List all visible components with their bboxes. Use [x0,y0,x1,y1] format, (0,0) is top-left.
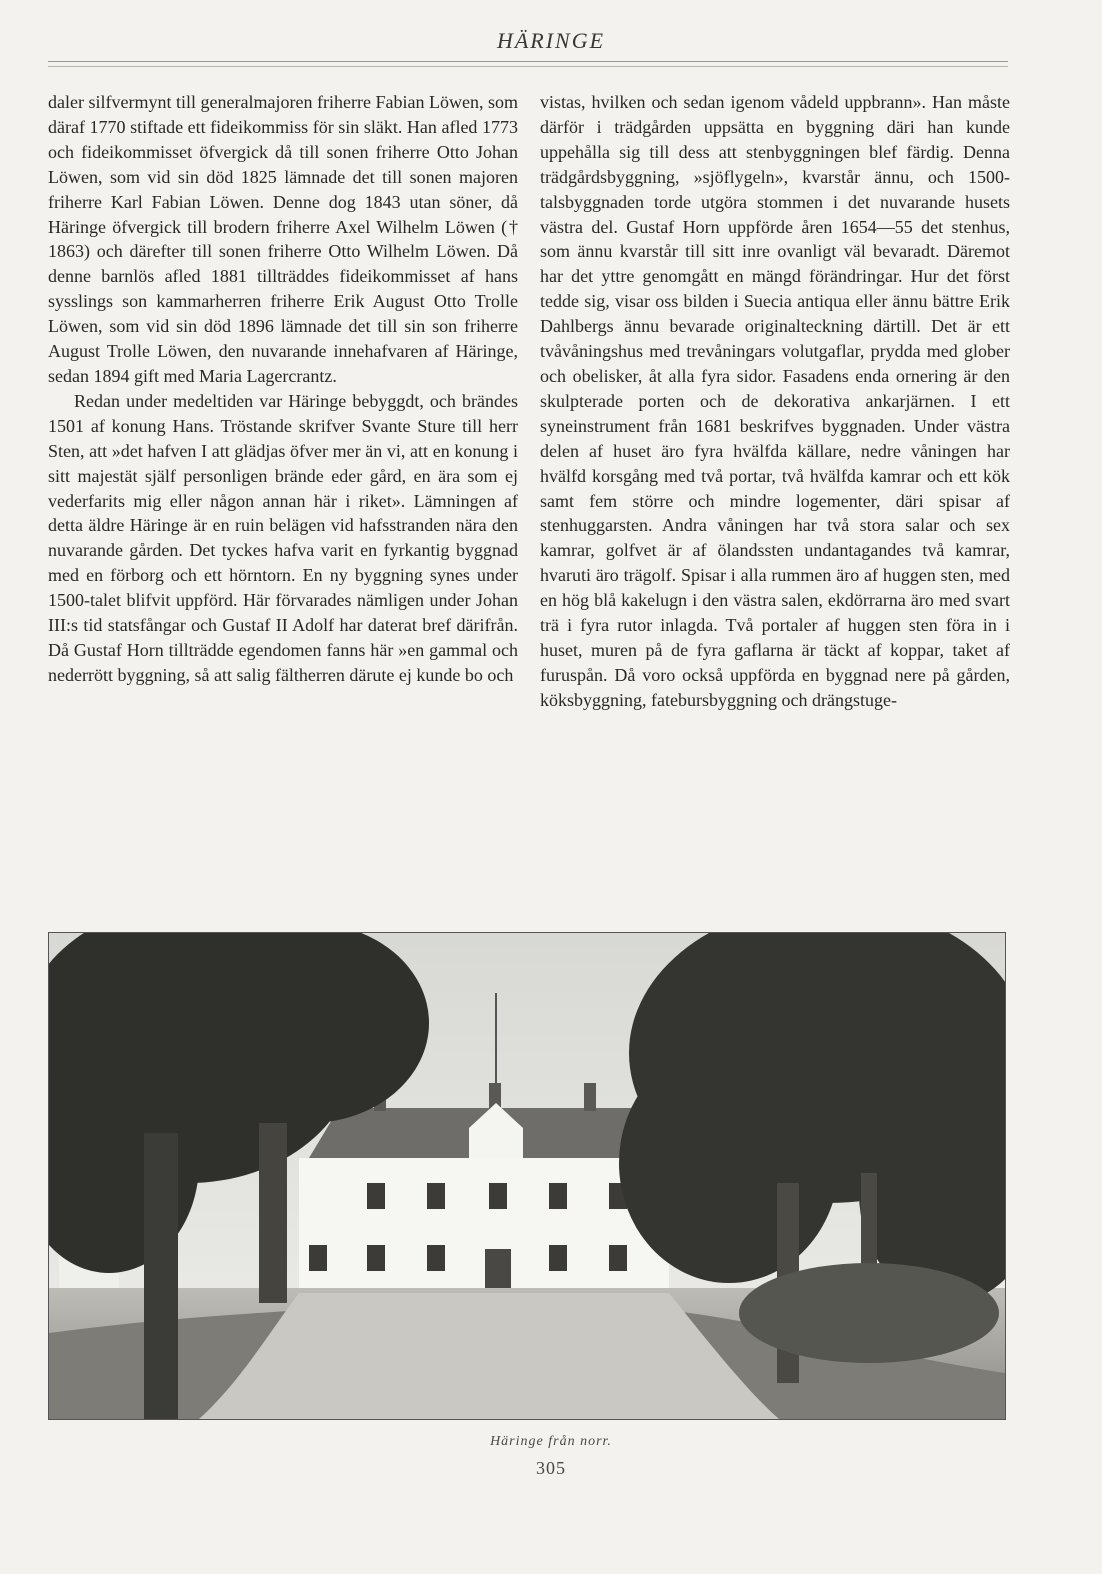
photograph-haringe-from-north [48,932,1006,1420]
header-rule-bottom [48,66,1008,67]
figure-caption: Häringe från norr. [490,1434,612,1449]
paragraph-right-1: vistas, hvilken och sedan igenom vådeld uppbrann». Han måste därför i trädgården uppsätta en byggning däri han kunde uppehålla sig till dess att stenbyggningen blef färdig. Denna trädgårdsbyggning, »sjöflygeln», kvarstår ännu, och 1500-talsbyggnaden torde utgöra stommen i det nuvarande husets västra del. Gustaf Horn uppförde åren 1654—55 det stenhus, som ännu kvarstår till sitt inre ovanligt väl bevaradt. Däremot har det yttre genomgått en mängd förändringar. Hur det först tedde sig, visar oss bilden i Suecia antiqua eller ännu bättre Erik Dahlbergs ännu bevarade originalteckning därtill. Det är ett tvåvåningshus med trevåningars volutgaflar, prydda med glober och obelisker, åt alla fyra sidor. Fasadens enda ornering är den skulpterade porten och de dekorativa ankarjärnen. I ett syneinstrument från 1681 beskrifves byggnaden. Under västra delen af huset äro fyra hvälfda källare, nedre våningen har hvälfd korsgång med två portar, två hvälfda kamrar och ett kök samt fem större och mindre logementer, däri spisar af stenhuggarsten. Andra våningen har två stora salar och sex kamrar, golfvet är af ölandssten undantagandes två kamrar, hvaruti äro trägolf. Spisar i alla rummen äro af huggen sten, med en hög blå kakelugn i den västra salen, ekdörrarna äro med svart trä i fyra rutor inlagda. Två portaler af huggen sten föra in i huset, muren på de fyra gaflarna är täckt af koppar, taket af furuspån. Då voro också uppförda en byggnad nere på gården, köksbyggning, fatebursbyggning och drängstuge- [540,92,1010,710]
header-rule-top [48,61,1008,62]
left-text-column [48,90,518,688]
paragraph-left-2: Redan under medeltiden var Häringe bebyggdt, och brändes 1501 af konung Hans. Tröstande skrifver Svante Sture till herr Sten, att »det hafven I att glädjas öfver mer än vi, att en konung i sitt majestät själf personligen brände eder gård, en ära som ej vederfarits mig eller någon annan här i riket». Lämningen af detta äldre Häringe är en ruin belägen vid hafsstranden nära den nuvarande gården. Det tyckes hafva varit en fyrkantig byggnad med en förborg och ett hörntorn. En ny byggning synes under 1500-talet blifvit uppförd. Här förvarades nämligen under Johan III:s tid statsfångar och Gustaf II Adolf har daterat bref därifrån. Då Gustaf Horn tillträdde egendomen fanns här »en gammal och nederrött byggning, så att salig fältherren därute ej kunde bo och [48,390,518,685]
right-text-column [540,90,1010,713]
manor-photo-illustration [49,933,1005,1419]
page-number: 305 [536,1458,566,1478]
paragraph-left-1: daler silfvermynt till generalmajoren friherre Fabian Löwen, som däraf 1770 stiftade ett fideikommiss för sin släkt. Han afled 1773 och fideikommisset öfvergick då till sonen friherre Otto Johan Löwen, som vid sin död 1825 lämnade det till sonen majoren friherre Karl Fabian Löwen. Denne dog 1843 utan söner, då Häringe öfvergick till brodern friherre Axel Wilhelm Löwen († 1863) och därefter till sonen friherre Otto Wilhelm Löwen. Då denne barnlös afled 1881 tillträddes fideikommisset af hans sysslings son kammarherren friherre Erik August Otto Trolle Löwen, som vid sin död 1896 lämnade det till sin son friherre August Trolle Löwen, den nuvarande innehafvaren af Häringe, sedan 1894 gift med Maria Lagercrantz. [48,92,518,386]
running-header: HÄRINGE [496,28,606,53]
